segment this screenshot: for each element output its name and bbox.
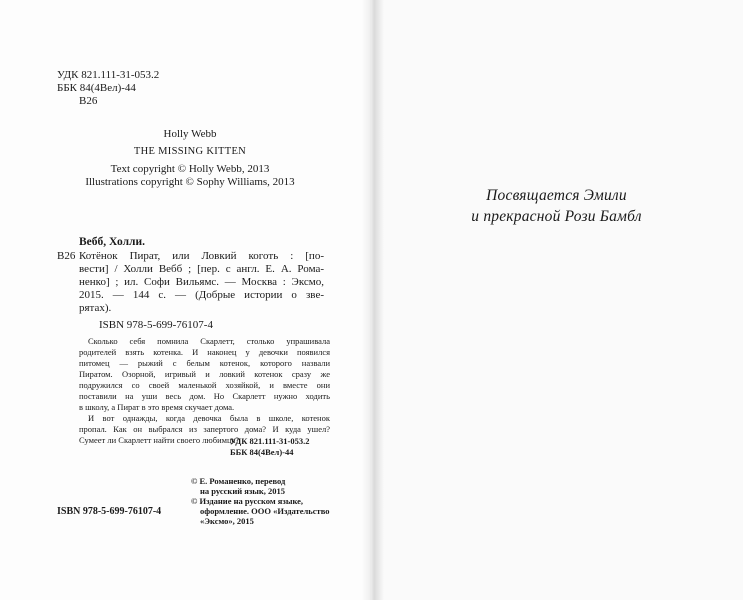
catalog-line: 2015. — 144 с. — (Добрые истории о зве- (79, 289, 324, 301)
catalog-isbn: ISBN 978-5-699-76107-4 (99, 319, 213, 331)
annotation-line: Сколько себя помнила Скарлетт, столько упрашивала (88, 336, 330, 346)
dedication-line: и прекрасной Рози Бамбл (471, 208, 642, 225)
bbk-classification-bottom: ББК 84(4Вел)-44 (230, 447, 294, 457)
catalog-line: ненко] ; ил. Софи Вильямс. — Москва : Эксмо, (79, 276, 324, 288)
isbn: ISBN 978-5-699-76107-4 (57, 506, 162, 517)
right-page (370, 0, 743, 600)
bbk-classification: ББК 84(4Вел)-44 (57, 82, 136, 94)
annotation-line: подружился со своей маленькой хозяйкой, и вместе они (79, 380, 330, 390)
copyright-line: © Издание на русском языке, (191, 496, 304, 506)
catalog-author-sign: В26 (57, 250, 76, 262)
annotation-line: И вот однажды, когда девочка была в школе, котенок (88, 413, 330, 423)
annotation-line: Сумеет ли Скарлетт найти своего любимца? (79, 435, 240, 445)
annotation-line: питомец — рыжий с белым котенок, которого назвали (79, 358, 330, 368)
annotation-line: родителей взять котенка. И наконец у девочки появился (79, 347, 330, 357)
author-sign: В26 (79, 95, 98, 107)
copyright-line: оформление. ООО «Издательство (200, 506, 330, 516)
copyright-line: «Эксмо», 2015 (200, 516, 254, 526)
text-copyright: Text copyright © Holly Webb, 2013 (110, 163, 270, 175)
annotation-line: пропал. Как он выбрался из запертого дома? И куда ушел? (79, 424, 330, 434)
catalog-line: вести] / Холли Вебб ; [пер. с англ. Е. А. Рома- (79, 263, 324, 275)
dedication-line: Посвящается Эмили (486, 187, 627, 204)
copyright-line: на русский язык, 2015 (200, 486, 286, 496)
original-author: Holly Webb (163, 128, 217, 140)
udk-classification-bottom: УДК 821.111-31-053.2 (230, 436, 310, 446)
udk-classification: УДК 821.111-31-053.2 (57, 69, 160, 81)
original-title: THE MISSING KITTEN (133, 146, 247, 157)
illustrations-copyright: Illustrations copyright © Sophy Williams, 2013 (85, 176, 295, 188)
copyright-line: © Е. Романенко, перевод (191, 476, 286, 486)
catalog-line: рятах). (79, 302, 112, 314)
annotation-line: поставили на уши весь дом. Но Скарлетт нужно ходить (79, 391, 330, 401)
catalog-author: Вебб, Холли. (79, 236, 145, 248)
catalog-line: Котёнок Пират, или Ловкий коготь : [по- (79, 250, 324, 262)
book-spine-shadow (362, 0, 384, 600)
annotation-line: в школу, а Пират в это время скучает дома. (79, 402, 235, 412)
annotation-line: Пиратом. Озорной, игривый и ловкий котенок сразу же (79, 369, 330, 379)
